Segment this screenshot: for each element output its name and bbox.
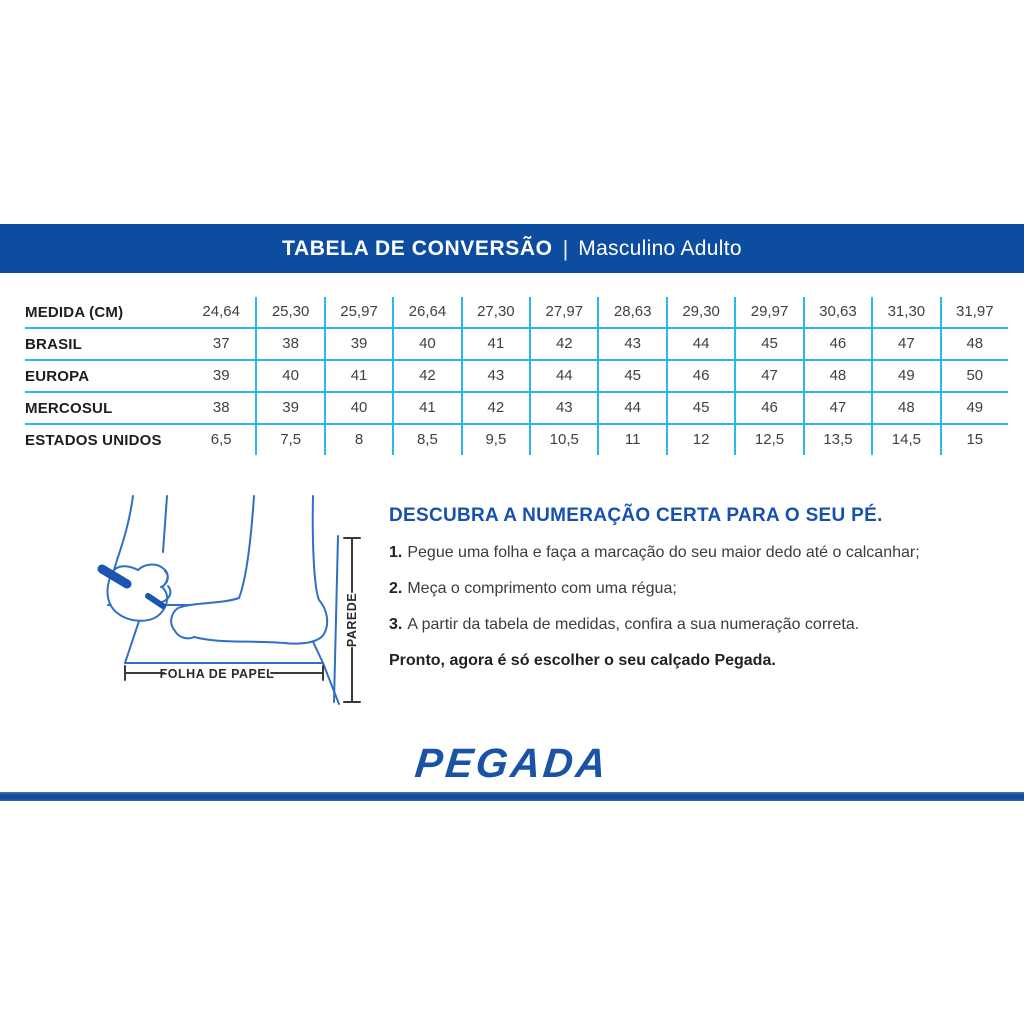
- table-cell: 43: [461, 361, 529, 391]
- table-cell: 38: [212, 399, 230, 416]
- table-cell: 15: [940, 425, 1008, 455]
- step-text: A partir da tabela de medidas, confira a sua numeração correta.: [407, 616, 860, 633]
- banner-subtitle: Masculino Adulto: [578, 236, 742, 260]
- table-cell: 44: [529, 361, 597, 391]
- bottom-divider-bar: [0, 792, 1024, 801]
- table-cell: 12,5: [734, 425, 802, 455]
- row-label: BRASIL: [25, 335, 83, 353]
- step-text: Meça o comprimento com uma régua;: [407, 580, 677, 597]
- table-cell: 24,64: [202, 303, 240, 320]
- table-cell: 46: [734, 393, 802, 423]
- table-cell: 26,64: [392, 297, 460, 327]
- table-cell: 31,97: [940, 297, 1008, 327]
- step-number: 1.: [389, 544, 403, 561]
- table-cell: 47: [803, 393, 871, 423]
- arm-outline: [114, 496, 133, 570]
- table-cell: 45: [734, 329, 802, 359]
- guide-step-1: [389, 543, 949, 562]
- table-cell: 39: [212, 367, 230, 384]
- guide-step-3: [389, 615, 949, 634]
- table-cell: 43: [597, 329, 665, 359]
- table-row-medida: [25, 297, 1008, 327]
- header-banner: [0, 224, 1024, 273]
- guide-step-2: [389, 579, 949, 598]
- table-cell: 42: [529, 329, 597, 359]
- table-cell: 30,63: [803, 297, 871, 327]
- table-cell: 13,5: [803, 425, 871, 455]
- wall-label: PAREDE: [345, 592, 359, 648]
- step-number: 2.: [389, 580, 403, 597]
- table-cell: 48: [803, 361, 871, 391]
- table-cell: 27,30: [461, 297, 529, 327]
- table-cell: 37: [212, 335, 230, 352]
- table-cell: 14,5: [871, 425, 939, 455]
- table-cell: 25,30: [255, 297, 323, 327]
- table-cell: 41: [461, 329, 529, 359]
- table-cell: 8: [324, 425, 392, 455]
- table-cell: 29,97: [734, 297, 802, 327]
- table-cell: 45: [597, 361, 665, 391]
- table-row-europa: [25, 359, 1008, 391]
- conversion-table: [25, 297, 1008, 455]
- table-cell: 42: [392, 361, 460, 391]
- step-text: Pegue uma folha e faça a marcação do seu maior dedo até o calcanhar;: [407, 544, 920, 561]
- table-cell: 7,5: [255, 425, 323, 455]
- row-label: MERCOSUL: [25, 399, 113, 417]
- table-cell: 9,5: [461, 425, 529, 455]
- table-cell: 11: [597, 425, 665, 455]
- table-row-brasil: [25, 327, 1008, 359]
- table-cell: 48: [871, 393, 939, 423]
- table-row-mercosul: [25, 391, 1008, 423]
- row-label: EUROPA: [25, 367, 90, 385]
- row-label: ESTADOS UNIDOS: [25, 431, 162, 449]
- foot-measurement-illustration: [72, 492, 392, 722]
- table-cell: 10,5: [529, 425, 597, 455]
- table-cell: 12: [666, 425, 734, 455]
- table-cell: 47: [734, 361, 802, 391]
- banner-separator: |: [562, 235, 569, 261]
- table-cell: 8,5: [392, 425, 460, 455]
- table-cell: 29,30: [666, 297, 734, 327]
- table-cell: 28,63: [597, 297, 665, 327]
- table-cell: 31,30: [871, 297, 939, 327]
- table-cell: 46: [666, 361, 734, 391]
- table-cell: 40: [324, 393, 392, 423]
- table-cell: 40: [255, 361, 323, 391]
- table-cell: 6,5: [210, 431, 232, 448]
- table-cell: 44: [666, 329, 734, 359]
- table-cell: 39: [324, 329, 392, 359]
- table-cell: 38: [255, 329, 323, 359]
- table-cell: 41: [324, 361, 392, 391]
- table-cell: 49: [871, 361, 939, 391]
- table-row-estados-unidos: [25, 423, 1008, 455]
- step-number: 3.: [389, 616, 403, 633]
- banner-title: TABELA DE CONVERSÃO: [282, 236, 553, 260]
- pegada-logo: PEGADA: [412, 740, 612, 786]
- guide-closing: Pronto, agora é só escolher o seu calçado Pegada.: [389, 652, 776, 669]
- paper-label: FOLHA DE PAPEL: [159, 667, 275, 681]
- table-cell: 25,97: [324, 297, 392, 327]
- table-cell: 49: [940, 393, 1008, 423]
- table-cell: 46: [803, 329, 871, 359]
- table-cell: 39: [255, 393, 323, 423]
- row-label: MEDIDA (CM): [25, 303, 124, 321]
- table-cell: 43: [529, 393, 597, 423]
- table-cell: 44: [597, 393, 665, 423]
- table-cell: 45: [666, 393, 734, 423]
- table-cell: 27,97: [529, 297, 597, 327]
- table-cell: 47: [871, 329, 939, 359]
- wall-line: [334, 536, 338, 702]
- table-cell: 41: [392, 393, 460, 423]
- table-cell: 48: [940, 329, 1008, 359]
- table-cell: 50: [940, 361, 1008, 391]
- table-cell: 40: [392, 329, 460, 359]
- table-cell: 42: [461, 393, 529, 423]
- guide-heading: DESCUBRA A NUMERAÇÃO CERTA PARA O SEU PÉ.: [389, 505, 883, 526]
- measurement-guide: [389, 505, 949, 687]
